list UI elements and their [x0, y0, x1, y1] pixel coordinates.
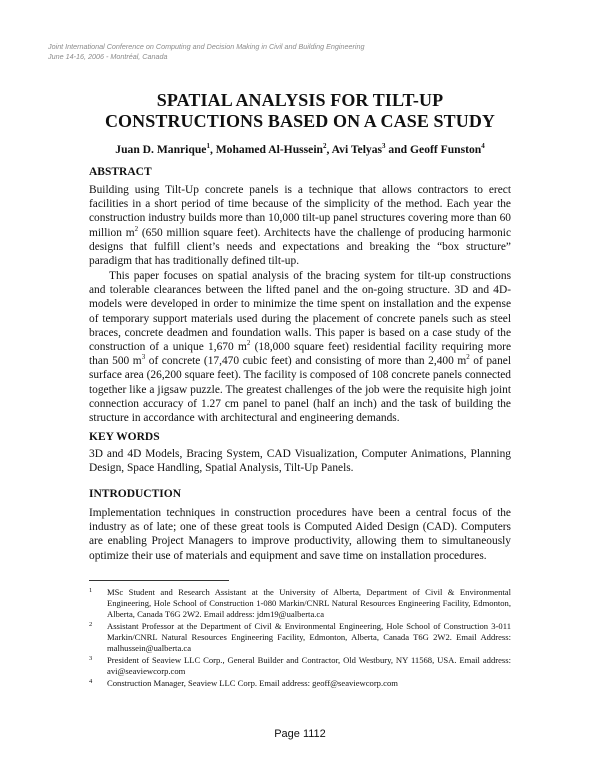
superscript: 2	[466, 353, 470, 362]
superscript: 3	[141, 353, 146, 362]
author-separator: ,	[326, 142, 332, 156]
page-number: Page 1112	[274, 728, 326, 740]
author-name: Avi Telyas	[331, 142, 383, 156]
introduction-paragraph: Implementation techniques in construction procedures have been a central focus of the industry as of late; one of these great tools is Computed Aided Design (CAD). Computers are enabling Project Managers to improve productivity, allowing them to simultaneously optimize their use of materials and equipment and save time on installation procedures.	[89, 507, 511, 562]
abstract-text: of concrete (17,470 cubic feet) and consisting of more than 2,400 m	[145, 355, 467, 368]
footnote	[89, 621, 511, 655]
conference-name: Joint International Conference on Computing and Decision Making in Civil and Building Engineering	[48, 42, 365, 51]
paper-title	[60, 90, 540, 132]
author-affiliation-mark: 4	[481, 142, 485, 150]
conference-header	[48, 42, 364, 62]
footnote-divider	[89, 580, 229, 581]
footnote-number: 4	[89, 678, 93, 685]
superscript: 2	[246, 339, 251, 348]
title-line-1: SPATIAL ANALYSIS FOR TILT-UP	[156, 90, 444, 110]
abstract-paragraph-1	[89, 183, 511, 268]
footnote-number: 2	[89, 621, 93, 628]
footnote-number: 3	[89, 655, 93, 662]
abstract-heading: ABSTRACT	[89, 166, 152, 178]
author-name: Geoff Funston	[410, 142, 482, 156]
author-affiliation-mark: 3	[382, 142, 386, 150]
title-line-2: CONSTRUCTIONS BASED ON A CASE STUDY	[104, 111, 496, 131]
abstract-text: (18,000 square feet) residential facility requiring more than 500 m	[89, 341, 511, 368]
author-list	[70, 142, 530, 156]
abstract-text: of panel surface area (26,200 square feet). The facility is composed of 108 concrete panels connected together like a jigsaw puzzle. The greatest challenges of the job were the requisite high joint connection accuracy of 1.27 cm panel to panel (half an inch) and the task of building the structure in accordance with architectural and engineering demands.	[89, 355, 512, 425]
footnote	[89, 655, 511, 677]
keywords-text: 3D and 4D Models, Bracing System, CAD Visualization, Computer Animations, Planning Design, Space Handling, Spatial Analysis, Tilt-Up Panels.	[89, 448, 511, 475]
author-conjunction: and	[385, 142, 411, 156]
footnote	[89, 587, 511, 621]
footnote	[89, 678, 511, 689]
footnote-text: Assistant Professor at the Department of Civil & Environmental Engineering, Hole School of Construction 3-011 Markin/CNRL Natural Resources Engineering Facility, Edmonton, Alberta, Canada T6G 2W2. Email Address: malhussein@ualberta.ca	[107, 621, 511, 654]
keywords-heading: KEY WORDS	[89, 431, 160, 443]
author-affiliation-mark: 2	[323, 142, 327, 150]
abstract-text: (650 million square feet). Architects have the challenge of producing harmonic designs that fulfill client’s needs and expectations and breaking the “box structure” paradigm that has traditionally defined tilt-up.	[89, 226, 511, 268]
superscript: 2	[134, 224, 139, 233]
author-affiliation-mark: 1	[206, 142, 210, 150]
abstract-paragraph-2	[89, 269, 511, 425]
introduction-heading: INTRODUCTION	[89, 488, 182, 500]
footnote-text: Construction Manager, Seaview LLC Corp. Email address: geoff@seaviewcorp.com	[107, 678, 398, 688]
footnote-text: MSc Student and Research Assistant at the University of Alberta, Department of Civil & Environmental Engineering, Hole School of Construction 1-080 Markin/CNRL Natural Resources Engineering Facility, Edmonton, Alberta, Canada T6G 2W2. Email address: jdm19@ualberta.ca	[107, 587, 511, 620]
author-separator: ,	[209, 142, 216, 156]
footnote-text: President of Seaview LLC Corp., General Builder and Contractor, Old Westbury, NY 11568, USA. Email address: avi@seaviewcorp.com	[107, 655, 511, 677]
abstract-text: This paper focuses on spatial analysis of the bracing system for tilt-up constructions and tolerable clearances between the lifted panel and the on-going structure. 3D and 4D-models were developed in order to minimize the time spent on installation and the expense of temporary support materials used during the placement of concrete panels such as steel braces, concrete deadmen and foundation walls. This paper is based on a case study of the construction of a unique 1,670 m	[89, 270, 511, 354]
author-name: Juan D. Manrique	[115, 142, 207, 156]
abstract-text: Building using Tilt-Up concrete panels is a technique that allows contractors to erect facilities in a short period of time because of the simplicity of the method. Each year the construction industry builds more than 10,000 tilt-up panel structures covering more than 60 million m	[89, 184, 511, 239]
conference-date-location: June 14-16, 2006 - Montréal, Canada	[48, 52, 168, 61]
footnote-number: 1	[89, 587, 93, 594]
author-name: Mohamed Al-Hussein	[215, 142, 323, 156]
